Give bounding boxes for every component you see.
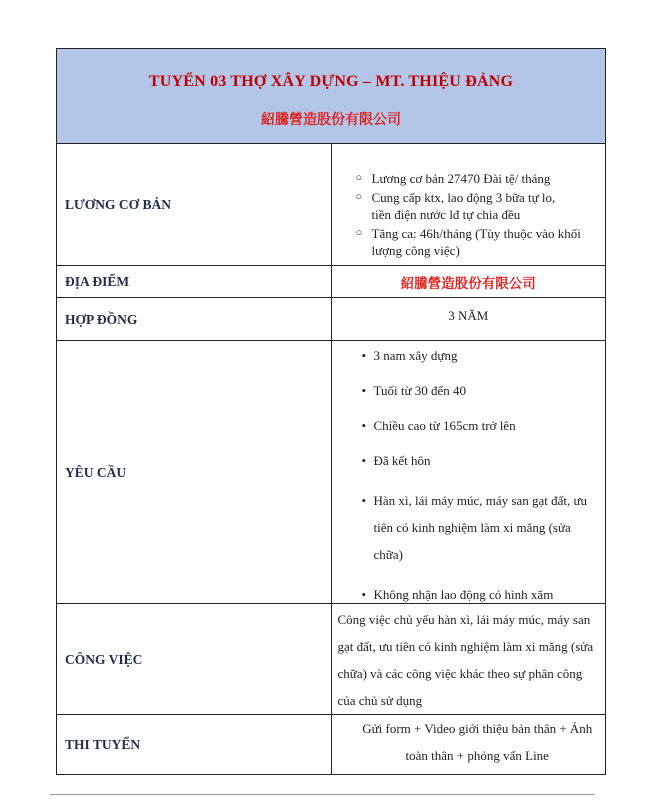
location-row: [57, 266, 606, 298]
requirement-item: • Tuổi từ 30 đến 40: [362, 382, 600, 399]
job-row: [57, 604, 606, 715]
exam-content: Gửi form + Video giới thiệu bản thân + Ảnh toàn thân + phỏng vấn Line: [331, 715, 606, 775]
job-content: Công việc chủ yếu hàn xì, lái máy múc, máy san gạt đất, ưu tiên có kinh nghiệm làm xi măng (sửa chữa) và các công việc khác theo sự phân công của chủ sử dụng: [331, 604, 606, 715]
requirements-label: YÊU CẦU: [57, 341, 332, 604]
requirements-row: [57, 341, 606, 604]
job-label: CÔNG VIỆC: [57, 604, 332, 715]
salary-row: [57, 144, 606, 266]
header-cell: [57, 49, 606, 144]
exam-label: THI TUYỂN: [57, 715, 332, 775]
salary-label: LƯƠNG CƠ BẢN: [57, 144, 332, 266]
company-name: 紹騰營造股份有限公司: [261, 112, 401, 128]
location-label: ĐỊA ĐIỂM: [57, 266, 332, 298]
salary-item: ○ Cung cấp ktx, lao động 3 bữa tự lo, tiền điện nước lđ tự chia đều: [358, 189, 600, 223]
salary-content: [331, 144, 606, 266]
requirement-item: • Hàn xì, lái máy múc, máy san gạt đất, ưu tiên có kinh nghiệm làm xi măng (sửa chữa): [362, 487, 600, 568]
recruitment-table: [56, 48, 606, 775]
requirement-item: • Chiều cao từ 165cm trở lên: [362, 417, 600, 434]
location-value: 紹騰營造股份有限公司: [331, 266, 606, 298]
job-title: TUYỂN 03 THỢ XÂY DỰNG – MT. THIỆU ĐẢNG: [148, 73, 514, 90]
salary-item: ○ Lương cơ bản 27470 Đài tệ/ tháng: [358, 170, 600, 187]
requirement-item: • Không nhận lao động có hình xăm: [362, 586, 600, 603]
footer-divider: [50, 794, 595, 795]
contract-label: HỢP ĐỒNG: [57, 298, 332, 341]
recruitment-document: [56, 48, 606, 775]
requirement-item: • 3 nam xây dựng: [362, 347, 600, 364]
requirements-content: [331, 341, 606, 604]
contract-row: [57, 298, 606, 341]
contract-value: 3 NĂM: [331, 298, 606, 341]
requirement-item: • Đã kết hôn: [362, 452, 600, 469]
salary-item: ○ Tăng ca: 46h/tháng (Tùy thuộc vào khối lượng công việc): [358, 225, 600, 259]
exam-row: [57, 715, 606, 775]
